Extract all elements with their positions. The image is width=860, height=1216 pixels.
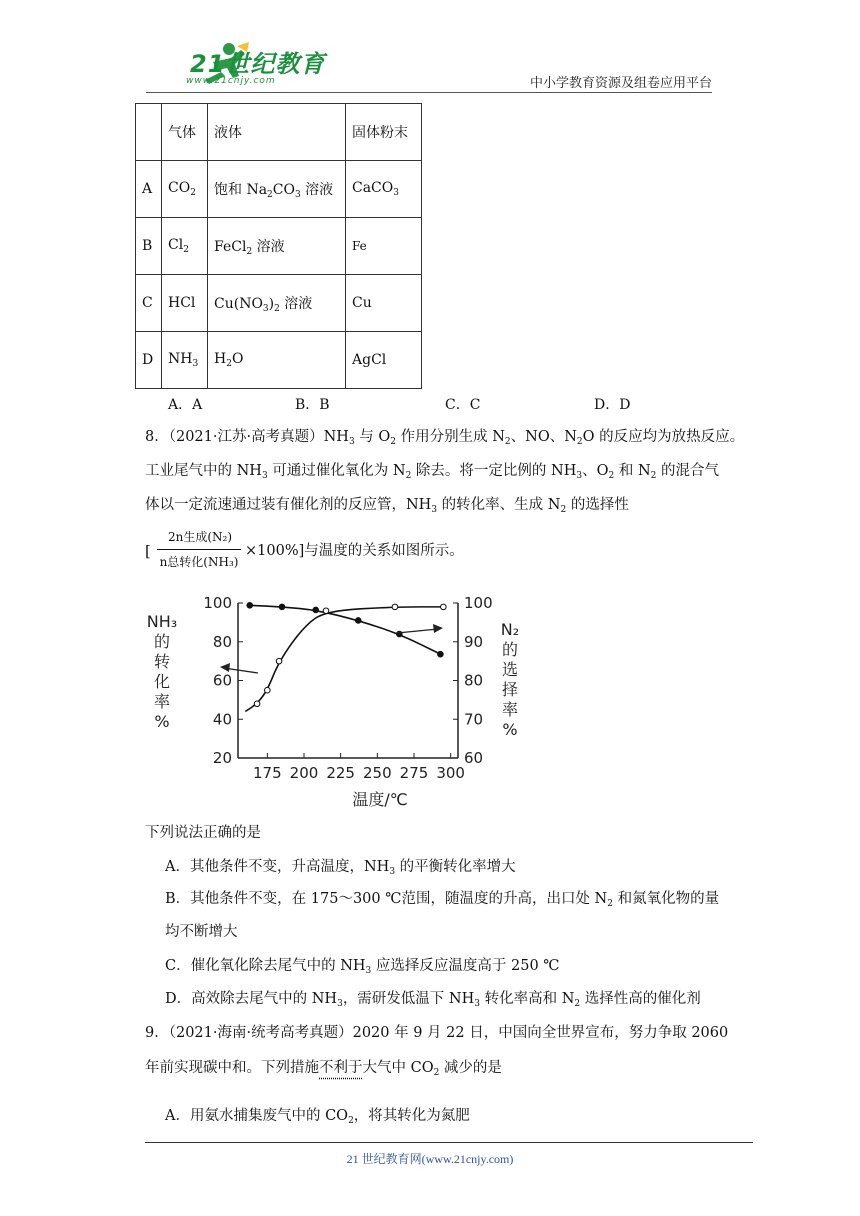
solid-text: AgCl [352, 352, 387, 368]
liquid-text: 溶液 [300, 181, 334, 198]
gas-subscript: 3 [192, 359, 199, 369]
axis-label-char: 转 [153, 652, 171, 671]
liquid-subscript: 3 [262, 303, 269, 314]
left-tick-label: 40 [212, 710, 232, 729]
right-axis-arrow [397, 629, 438, 633]
open-marker [323, 608, 329, 614]
left-tick-label: 20 [212, 749, 232, 767]
x-tick-label: 200 [289, 764, 319, 782]
axis-label-char: 择 [501, 680, 519, 699]
logo-url[interactable]: www.21cnjy.com [186, 76, 276, 86]
axis-label-char: NH₃ [146, 612, 178, 631]
q8-text: 除去。将一定比例的 NH [411, 463, 577, 479]
filled-marker [438, 651, 444, 657]
q8-option-b[interactable] [165, 889, 719, 914]
q8-line-1 [145, 427, 744, 452]
option-text: ，需研发低温下 NH [342, 991, 475, 1007]
row-label: C [136, 275, 162, 332]
subscript: 3 [431, 505, 438, 515]
q8-text: 的转化率、生成 N [437, 497, 561, 513]
x-tick-label: 300 [436, 764, 465, 782]
chart-ticks [203, 594, 492, 782]
open-marker [392, 604, 398, 610]
liquid-text: 饱和 Na [214, 181, 268, 198]
gas-text: CO [168, 180, 191, 196]
axis-label-char: 选 [501, 660, 519, 679]
q9-line-1: 9．（2021·海南·统考高考真题）2020 年 9 月 22 日，中国向全世界宣布，努力争取 2060 [145, 1025, 729, 1041]
q8-option-c[interactable] [165, 956, 560, 981]
left-tick-label: 60 [212, 671, 232, 690]
liquid-text: Cu(NO [214, 295, 263, 312]
subscript: 3 [348, 437, 355, 447]
axis-label-char: 的 [153, 632, 171, 651]
x-axis-label: 温度/℃ [352, 790, 408, 809]
q8-text: 的选择性 [566, 497, 629, 513]
q8-text: 、O [582, 463, 609, 479]
subscript: 2 [504, 437, 511, 447]
table-row [136, 275, 422, 332]
left-tick-label: 80 [212, 632, 232, 651]
left-axis-label [147, 612, 177, 731]
option-text: A．用氨水捕集废气中的 CO [165, 1108, 349, 1124]
x-tick-label: 175 [253, 764, 282, 782]
filled-marker [279, 604, 285, 610]
table-row [136, 218, 422, 275]
liquid-subscript: 2 [246, 246, 253, 257]
formula-denominator: n总转化(NH₃) [159, 555, 239, 569]
q8-line-2 [145, 461, 719, 486]
filled-marker [247, 603, 253, 609]
table-row [136, 332, 422, 389]
right-tick-label: 80 [464, 671, 484, 690]
solid-text: Fe [352, 239, 367, 253]
q8-text: 与 O [354, 429, 391, 445]
subscript: 2 [390, 437, 397, 447]
open-marker [254, 701, 260, 707]
conversion-curve [245, 607, 443, 712]
formula-numerator: 2n生成(N₂) [167, 530, 233, 544]
right-tick-label: 70 [464, 710, 484, 729]
option-text: 和氮氧化物的量 [612, 891, 720, 907]
option-text: 的平衡转化率增大 [395, 859, 516, 875]
table-header-row [136, 104, 422, 161]
gas-cell [162, 218, 208, 275]
liquid-subscript: 3 [294, 189, 301, 200]
q8-text: O 的反应均为放热反应。 [582, 429, 745, 445]
row-label: D [136, 332, 162, 389]
choice-a[interactable]: A．A [168, 397, 203, 413]
solid-cell [346, 332, 422, 389]
row-label: A [136, 161, 162, 218]
q8-line-3 [145, 495, 629, 520]
subscript: 2 [405, 471, 412, 481]
axis-label-char: N₂ [500, 620, 520, 639]
subscript: 2 [560, 505, 567, 515]
liquid-cell [208, 218, 346, 275]
q8-text: 可通过催化氧化为 N [267, 463, 406, 479]
choice-d[interactable]: D．D [594, 397, 631, 413]
solid-subscript: 3 [393, 188, 399, 198]
subscript: 2 [650, 471, 657, 481]
nh3-conversion-chart [140, 585, 540, 810]
q9-text: 减少的是 [439, 1060, 502, 1076]
solid-cell [346, 218, 422, 275]
filled-marker [313, 607, 319, 613]
axis-label-char: % [502, 720, 518, 739]
subscript: 3 [389, 867, 396, 877]
option-text: 转化率高和 N [480, 991, 575, 1007]
q8-option-a[interactable] [165, 857, 516, 882]
table-header-cell [136, 104, 162, 161]
footer-divider [145, 1142, 753, 1143]
gas-cell [162, 332, 208, 389]
liquid-cell [208, 161, 346, 218]
liquid-subscript: 2 [267, 189, 273, 200]
formula-tail: ×100%]与温度的关系如图所示。 [245, 543, 464, 559]
choice-c[interactable]: C．C [445, 397, 481, 413]
option-text: B．其他条件不变，在 175～300 ℃范围，随温度的升高，出口处 N [165, 891, 608, 907]
q8-text: 8．（2021·江苏·高考真题）NH [145, 429, 349, 445]
filled-marker [355, 618, 361, 624]
subscript: 2 [608, 471, 615, 481]
q8-option-b-cont: 均不断增大 [165, 924, 238, 940]
subscript: 3 [576, 471, 583, 481]
options-table [135, 103, 422, 389]
liquid-text: CO [272, 181, 295, 198]
row-label: B [136, 218, 162, 275]
axis-label-char: % [154, 712, 170, 731]
liquid-text: FeCl [214, 238, 247, 255]
gas-cell [162, 275, 208, 332]
open-marker [276, 658, 282, 664]
q9-option-a[interactable] [165, 1106, 470, 1131]
subscript: 3 [261, 471, 268, 481]
q8-text: 、NO、N [510, 429, 577, 445]
gas-subscript: 2 [190, 188, 196, 198]
option-text: 应选择反应温度高于 250 ℃ [371, 958, 560, 974]
subscript: 2 [348, 1116, 354, 1126]
q8-text: 和 N [614, 463, 651, 479]
subscript: 3 [365, 966, 372, 976]
option-text: C．催化氧化除去尾气中的 NH [165, 958, 366, 974]
q9-text: 大气中 CO [362, 1060, 434, 1076]
right-tick-label: 60 [464, 749, 484, 767]
liquid-subscript: 2 [274, 303, 280, 314]
gas-subscript: 2 [183, 245, 189, 255]
choice-b[interactable]: B．B [295, 397, 330, 413]
liquid-cell [208, 275, 346, 332]
table-header-cell: 固体粉末 [346, 104, 422, 161]
table-header-cell: 液体 [208, 104, 346, 161]
gas-text: NH [168, 351, 193, 367]
x-tick-label: 275 [399, 764, 429, 782]
liquid-text: 溶液 [279, 295, 313, 312]
q8-text: 体以一定流速通过装有催化剂的反应管，NH [145, 497, 432, 513]
subscript: 2 [576, 437, 583, 447]
axis-label-char: 率 [153, 692, 171, 711]
x-tick-label: 225 [326, 764, 355, 782]
subscript: 2 [574, 999, 581, 1009]
q8-text: 工业尾气中的 NH [145, 463, 262, 479]
q8-text: 的混合气 [656, 463, 719, 479]
liquid-text: 溶液 [252, 238, 285, 255]
open-marker [265, 687, 271, 693]
selectivity-curve [250, 605, 441, 654]
x-tick-label: 250 [363, 764, 392, 782]
right-tick-label: 100 [464, 594, 493, 612]
chart-arrows [220, 624, 443, 673]
q9-line-2 [145, 1058, 502, 1083]
right-axis-label [501, 620, 519, 739]
right-arrow-head [433, 624, 443, 633]
option-text: 选择性高的催化剂 [580, 991, 701, 1007]
header-platform-name: 中小学教育资源及组卷应用平台 [530, 76, 713, 91]
axis-label-char: 化 [153, 672, 171, 691]
subscript: 3 [474, 999, 480, 1009]
solid-text: Cu [352, 295, 372, 311]
chart-curves [245, 605, 443, 711]
liquid-text: ) [268, 295, 275, 312]
logo-text: 21世纪教育 [190, 50, 326, 78]
selectivity-formula [145, 528, 645, 572]
gas-cell [162, 161, 208, 218]
q8-text: 作用分别生成 N [396, 429, 505, 445]
formula-bracket: [ [145, 542, 151, 560]
solid-text: CaCO [352, 180, 394, 196]
gas-text: HCl [168, 295, 196, 311]
footer-site[interactable]: 21 世纪教育网(www.21cnjy.com) [346, 1152, 514, 1166]
liquid-text: O [231, 351, 244, 367]
right-tick-label: 90 [464, 632, 484, 651]
q8-option-d[interactable] [165, 989, 701, 1014]
liquid-subscript: 2 [226, 359, 232, 369]
solid-cell [346, 275, 422, 332]
subscript: 2 [607, 899, 613, 909]
subscript: 2 [433, 1068, 440, 1078]
liquid-cell [208, 332, 346, 389]
fraction-bar [157, 549, 241, 550]
q8-stem: 下列说法正确的是 [145, 825, 261, 841]
option-text: A．其他条件不变，升高温度，NH [165, 859, 390, 875]
option-text: D．高效除去尾气中的 NH [165, 991, 338, 1007]
left-tick-label: 100 [203, 594, 232, 612]
header-divider [146, 92, 712, 93]
table-row [136, 161, 422, 218]
open-marker [441, 604, 447, 610]
gas-text: Cl [168, 237, 184, 253]
solid-cell [346, 161, 422, 218]
table-header-cell: 气体 [162, 104, 208, 161]
liquid-text: H [214, 351, 227, 367]
subscript: 3 [337, 999, 343, 1009]
option-text: ，将其转化为氮肥 [353, 1108, 470, 1124]
axis-label-char: 率 [501, 700, 519, 719]
q9-text: 年前实现碳中和。下列措施 [145, 1060, 319, 1076]
emphasis-text: 不利于 [319, 1060, 363, 1076]
axis-label-char: 的 [501, 640, 519, 659]
